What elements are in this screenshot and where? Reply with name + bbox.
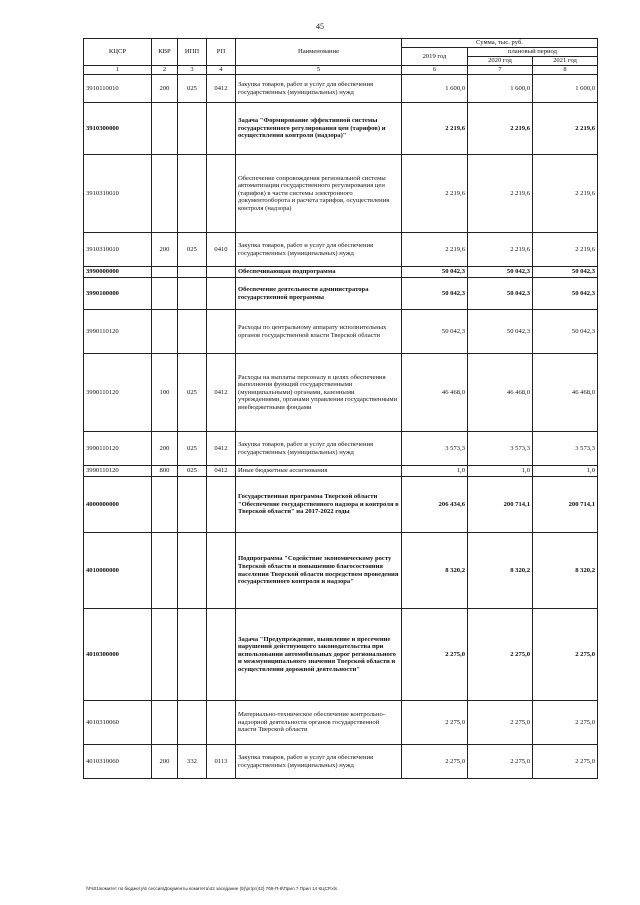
rp-cell [207,267,236,278]
kcsr-cell: 3990110120 [84,466,152,477]
column-numbers-row [84,66,598,75]
amount-2021-cell: 2 219,6 [533,155,598,233]
amount-2021-cell: 50 042,3 [533,310,598,354]
rp-cell: 0412 [207,432,236,466]
rp-cell: 0113 [207,745,236,779]
amount-2020-cell: 2 275,0 [468,745,533,779]
table-row [84,278,598,310]
amount-2021-cell: 50 042,3 [533,278,598,310]
rp-cell: 0412 [207,354,236,432]
kvr-cell [152,609,178,701]
name-cell: Подпрограмма "Содействие экономическому росту Тверской области и повышению благосостояния населения Тверской области посредством проведения государственного контроля и надзора" [236,533,402,609]
ipp-cell [178,310,207,354]
rp-cell [207,155,236,233]
header-2019: 2019 год [402,48,468,66]
name-cell: Закупка товаров, работ и услуг для обеспечения государственных (муниципальных) нужд [236,432,402,466]
kcsr-cell: 3990100000 [84,278,152,310]
ipp-cell: 025 [178,354,207,432]
header-ipp: ИПП [178,39,207,66]
amount-2020-cell: 2 275,0 [468,701,533,745]
kvr-cell [152,278,178,310]
amount-2020-cell: 3 573,3 [468,432,533,466]
table-row [84,103,598,155]
kvr-cell [152,310,178,354]
kcsr-cell: 3990000000 [84,267,152,278]
ipp-cell: 332 [178,745,207,779]
table-row [84,310,598,354]
kvr-cell: 200 [152,432,178,466]
ipp-cell: 025 [178,466,207,477]
amount-2019-cell: 1 600,0 [402,75,468,103]
amount-2021-cell: 2 219,6 [533,233,598,267]
name-cell: Задача "Предупреждение, выявление и пресечение нарушений действующего законодательства при использовании автомобильных дорог регионального и межмуниципального значения Тверской области и осуществлении дорожной деятельности" [236,609,402,701]
kvr-cell [152,103,178,155]
name-cell: Обеспечение деятельности администратора государственной программы [236,278,402,310]
name-cell: Обеспечивающая подпрограмма [236,267,402,278]
table-header [84,39,598,75]
col-number: 4 [207,66,236,75]
amount-2020-cell: 2 219,6 [468,155,533,233]
amount-2019-cell: 50 042,3 [402,267,468,278]
amount-2019-cell: 2 275,0 [402,609,468,701]
amount-2021-cell: 46 468,0 [533,354,598,432]
table-row [84,432,598,466]
ipp-cell [178,278,207,310]
amount-2020-cell: 200 714,1 [468,477,533,533]
ipp-cell: 025 [178,75,207,103]
budget-table [83,38,598,779]
rp-cell [207,477,236,533]
kcsr-cell: 4010000000 [84,533,152,609]
amount-2021-cell: 2 275,0 [533,701,598,745]
header-kvr: КВР [152,39,178,66]
amount-2021-cell: 2 219,6 [533,103,598,155]
page-number: 45 [316,22,324,31]
amount-2021-cell: 2 275,0 [533,609,598,701]
amount-2019-cell: 2 219,6 [402,155,468,233]
kvr-cell [152,533,178,609]
ipp-cell [178,533,207,609]
table-body [84,75,598,779]
amount-2019-cell: 50 042,3 [402,278,468,310]
name-cell: Закупка товаров, работ и услуг для обеспечения государственных (муниципальных) нужд [236,745,402,779]
ipp-cell [178,103,207,155]
amount-2020-cell: 50 042,3 [468,278,533,310]
amount-2019-cell: 2 219,6 [402,103,468,155]
amount-2020-cell: 8 320,2 [468,533,533,609]
amount-2020-cell: 50 042,3 [468,310,533,354]
table-row [84,466,598,477]
amount-2021-cell: 1 600,0 [533,75,598,103]
table-row [84,267,598,278]
amount-2020-cell: 2 219,6 [468,233,533,267]
table-row [84,155,598,233]
amount-2019-cell: 8 320,2 [402,533,468,609]
table-row [84,233,598,267]
ipp-cell [178,267,207,278]
kcsr-cell: 4010300000 [84,609,152,701]
rp-cell [207,701,236,745]
amount-2020-cell: 2 275,0 [468,609,533,701]
amount-2020-cell: 1 600,0 [468,75,533,103]
header-planned-period: плановый период [468,48,598,57]
name-cell: Закупка товаров, работ и услуг для обеспечения государственных (муниципальных) нужд [236,233,402,267]
kvr-cell: 200 [152,75,178,103]
kvr-cell: 800 [152,466,178,477]
amount-2019-cell: 2 275,0 [402,745,468,779]
name-cell: Расходы по центральному аппарату исполнительных органов государственной власти Тверской области [236,310,402,354]
amount-2020-cell: 2 219,6 [468,103,533,155]
amount-2021-cell: 1,0 [533,466,598,477]
table-row [84,745,598,779]
rp-cell: 0412 [207,466,236,477]
name-cell: Обеспечение сопровождения региональной системы автоматизации государственного регулирования цен (тарифов) в части системы электронного документооборота и расчета тарифов, осуществления контроля (надзора) [236,155,402,233]
header-2021: 2021 год [533,57,598,66]
rp-cell [207,103,236,155]
col-number: 2 [152,66,178,75]
table-row [84,354,598,432]
col-number: 8 [533,66,598,75]
amount-2020-cell: 46 468,0 [468,354,533,432]
kcsr-cell: 3990110120 [84,354,152,432]
amount-2021-cell: 8 320,2 [533,533,598,609]
ipp-cell [178,609,207,701]
amount-2021-cell: 2 275,0 [533,745,598,779]
ipp-cell: 025 [178,432,207,466]
table-row [84,609,598,701]
table-row [84,477,598,533]
rp-cell: 0410 [207,233,236,267]
kcsr-cell: 3990110120 [84,310,152,354]
kvr-cell [152,267,178,278]
col-number: 1 [84,66,152,75]
amount-2019-cell: 206 434,6 [402,477,468,533]
header-sum: Сумма, тыс. руб. [402,39,598,48]
amount-2019-cell: 2 219,6 [402,233,468,267]
kvr-cell [152,155,178,233]
col-number: 5 [236,66,402,75]
ipp-cell: 025 [178,233,207,267]
header-rp: РП [207,39,236,66]
kcsr-cell: 3910310010 [84,233,152,267]
amount-2021-cell: 3 573,3 [533,432,598,466]
amount-2020-cell: 50 042,3 [468,267,533,278]
kcsr-cell: 4000000000 [84,477,152,533]
rp-cell [207,278,236,310]
name-cell: Иные бюджетные ассигнования [236,466,402,477]
kvr-cell: 200 [152,233,178,267]
table-row [84,533,598,609]
kcsr-cell: 4010310060 [84,745,152,779]
name-cell: Расходы на выплаты персоналу в целях обеспечения выполнения функций государственными (муниципальными) органами, казенными учреждениями, органами управления государственными внебюджетными фондами [236,354,402,432]
rp-cell: 0412 [207,75,236,103]
amount-2019-cell: 2 275,0 [402,701,468,745]
amount-2019-cell: 3 573,3 [402,432,468,466]
col-number: 7 [468,66,533,75]
kvr-cell [152,477,178,533]
rp-cell [207,310,236,354]
amount-2020-cell: 1,0 [468,466,533,477]
kcsr-cell: 3910310010 [84,155,152,233]
ipp-cell [178,477,207,533]
amount-2021-cell: 50 042,3 [533,267,598,278]
kcsr-cell: 3910110010 [84,75,152,103]
ipp-cell [178,155,207,233]
name-cell: Закупка товаров, работ и услуг для обеспечения государственных (муниципальных) нужд [236,75,402,103]
rp-cell [207,609,236,701]
header-kcsr: КЦСР [84,39,152,66]
rp-cell [207,533,236,609]
amount-2019-cell: 1,0 [402,466,468,477]
amount-2021-cell: 200 714,1 [533,477,598,533]
kcsr-cell: 3910300000 [84,103,152,155]
col-number: 3 [178,66,207,75]
file-path-footer: \\Fs01\комитет по бюджету\6 сессия\Документы комитета\42 заседание (5)\рг\рг(42) 769-П-6\Прил 7 Прил 14 КЦСР.xls [86,886,337,891]
amount-2019-cell: 46 468,0 [402,354,468,432]
kvr-cell: 200 [152,745,178,779]
table-row [84,75,598,103]
header-2020: 2020 год [468,57,533,66]
kcsr-cell: 3990110120 [84,432,152,466]
kvr-cell: 100 [152,354,178,432]
name-cell: Задача "Формирование эффективной системы государственного регулирования цен (тарифов) и осуществления контроля (надзора)" [236,103,402,155]
kvr-cell [152,701,178,745]
name-cell: Государственная программа Тверской области "Обеспечение государственного надзора и контроля в Тверской области" на 2017-2022 годы [236,477,402,533]
col-number: 6 [402,66,468,75]
table-row [84,701,598,745]
name-cell: Материально-техническое обеспечение контрольно-надзорной деятельности органов государственной власти Тверской области [236,701,402,745]
ipp-cell [178,701,207,745]
kcsr-cell: 4010310060 [84,701,152,745]
amount-2019-cell: 50 042,3 [402,310,468,354]
header-name: Наименование [236,39,402,66]
